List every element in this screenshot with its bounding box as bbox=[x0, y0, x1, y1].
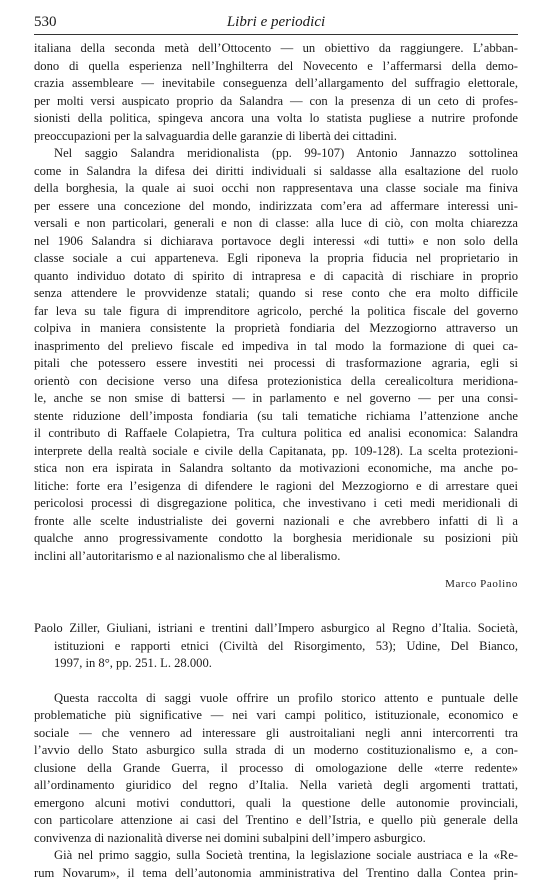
text-line: problematiche più significative — nei vari campi politico, istituzionale, economico e bbox=[34, 707, 518, 725]
text-line: qualche anno progressivamente condotto la borghesia meridionale su posizioni più bbox=[34, 530, 518, 548]
text-line: per essere una concezione del mondo, indirizzata com’era ad affermare interessi uni- bbox=[34, 198, 518, 216]
text-line: il contributo di Raffaele Colapietra, Tra cultura politica ed analisi economica: Salandra bbox=[34, 425, 518, 443]
citation-line: 1997, in 8°, pp. 251. L. 28.000. bbox=[34, 655, 518, 673]
paragraph-2 bbox=[34, 145, 518, 565]
text-line: nel 1906 Salandra si dichiarava portavoce degli interessi «di tutti» e non solo della bbox=[34, 233, 518, 251]
text-line: crazia assembleare — inevitabile conseguenza dell’allargamento del suffragio elettorale, bbox=[34, 75, 518, 93]
text-line: con particolare attenzione ai casi del Trentino e dell’Istria, e quello più generale della bbox=[34, 812, 518, 830]
text-line: rum Novarum», il tema dell’autonomia amministrativa del Trentino dalla Contea prin- bbox=[34, 865, 518, 882]
page-body bbox=[34, 40, 518, 882]
text-line: quanto individuo dotato di spirito di intrapresa e di capacità di rischiare in proprio bbox=[34, 268, 518, 286]
text-line: come in Salandra la difesa dei diritti individuali si saldasse alla esaltazione del ruolo bbox=[34, 163, 518, 181]
text-line: emergono alcuni motivi conduttori, quali la questione delle autonomie provinciali, bbox=[34, 795, 518, 813]
text-line: stente riduzione dell’imposta fondiaria (su tali tematiche richiama l’attenzione anche bbox=[34, 408, 518, 426]
text-line: dono di quella esperienza nell’Inghilterra del Novecento e l’affermarsi della demo- bbox=[34, 58, 518, 76]
text-line: Già nel primo saggio, sulla Società trentina, la legislazione sociale austriaca e la «Re- bbox=[34, 847, 518, 865]
text-line: preoccupazioni per la salvaguardia delle garanzie di libertà dei cittadini. bbox=[34, 128, 518, 146]
text-line: classe sociale a cui apparteneva. Egli riponeva la propria fiducia nel proprietario in bbox=[34, 250, 518, 268]
citation-line: istituzioni e rapporti etnici (Civiltà del Risorgimento, 53); Udine, Del Bianco, bbox=[34, 638, 518, 656]
paragraph-1 bbox=[34, 40, 518, 145]
text-line: sociale — che vennero ad interessare gli austroitaliani negli anni intercorrenti tra bbox=[34, 725, 518, 743]
text-line: convivenza di nazionalità diverse nei domini subalpini dell’impero asburgico. bbox=[34, 830, 518, 848]
text-line: inasprimento del prelievo fiscale ed impediva in tal modo la formazione di quei ca- bbox=[34, 338, 518, 356]
text-line: Nel saggio Salandra meridionalista (pp. 99-107) Antonio Jannazzo sottolinea bbox=[34, 145, 518, 163]
text-line: litiche: forte era l’esigenza di difendere le ragioni del Mezzogiorno e di arrestare quei bbox=[34, 478, 518, 496]
text-line: per molti versi auspicato proprio da Salandra — con la presenza di un ceto di profes- bbox=[34, 93, 518, 111]
book-citation bbox=[34, 620, 518, 673]
text-line: senza attendere le provvidenze statali; quando si rese conto che era molto difficile bbox=[34, 285, 518, 303]
text-line: fronte alle scelte industrialiste dei governi nazionali e che avrebbero infatti di lì a bbox=[34, 513, 518, 531]
text-line: orientò con decisione verso una difesa protezionistica della cerealicoltura meridiona- bbox=[34, 373, 518, 391]
text-line: all’ordinamento giuridico del regno d’Italia. Nella varietà degli argomenti trattati, bbox=[34, 777, 518, 795]
text-line: colpiva in maniera consistente la proprietà fondiaria del Mezzogiorno attraverso un bbox=[34, 320, 518, 338]
citation-line: Paolo Ziller, Giuliani, istriani e trentini dall’Impero asburgico al Regno d’Italia. Società, bbox=[34, 620, 518, 638]
text-line: l’avvio dello Stato asburgico sulla strada di un moderno costituzionalismo e, a con- bbox=[34, 742, 518, 760]
text-line: clusione della Grande Guerra, il processo di omologazione delle «terre redente» bbox=[34, 760, 518, 778]
text-line: interprete della realtà sociale e civile della Capitanata, pp. 109-128). La scelta protezioni- bbox=[34, 443, 518, 461]
page-number: 530 bbox=[34, 14, 57, 31]
review-signature: Marco Paolino bbox=[34, 574, 518, 594]
text-line: della borghesia, la quale ai suoi occhi non rappresentava una classe sociale ma finiva bbox=[34, 180, 518, 198]
text-line: le, anche se non smise di battersi — in parlamento e nel governo — per una consi- bbox=[34, 390, 518, 408]
text-line: italiana della seconda metà dell’Ottocento — un obiettivo da raggiungere. L’abban- bbox=[34, 40, 518, 58]
text-line: far leva su tale figura di imprenditore agricolo, perché la politica fiscale del governo bbox=[34, 303, 518, 321]
paragraph-4 bbox=[34, 847, 518, 882]
text-line: pitali che potessero essere investiti nei processi di trasformazione agraria, egli si bbox=[34, 355, 518, 373]
running-title: Libri e periodici bbox=[34, 14, 518, 31]
running-header bbox=[34, 14, 518, 35]
text-line: stica non era ispirata in Salandra soltanto da motivazioni economiche, ma anche po- bbox=[34, 460, 518, 478]
text-line: Questa raccolta di saggi vuole offrire un profilo storico attento e puntuale delle bbox=[34, 690, 518, 708]
text-line: inclini all’autoritarismo e al nazionalismo che al liberalismo. bbox=[34, 548, 518, 566]
text-line: versali e non particolari, generali e non di classe: alla luce di ciò, con molta chiarezza bbox=[34, 215, 518, 233]
text-line: sionisti della politica, spingeva ancora una volta lo statista pugliese a nutrire profonde bbox=[34, 110, 518, 128]
paragraph-3 bbox=[34, 690, 518, 848]
text-line: pericolosi processi di disgregazione politica, che investivano i ceti medi meridionali di bbox=[34, 495, 518, 513]
